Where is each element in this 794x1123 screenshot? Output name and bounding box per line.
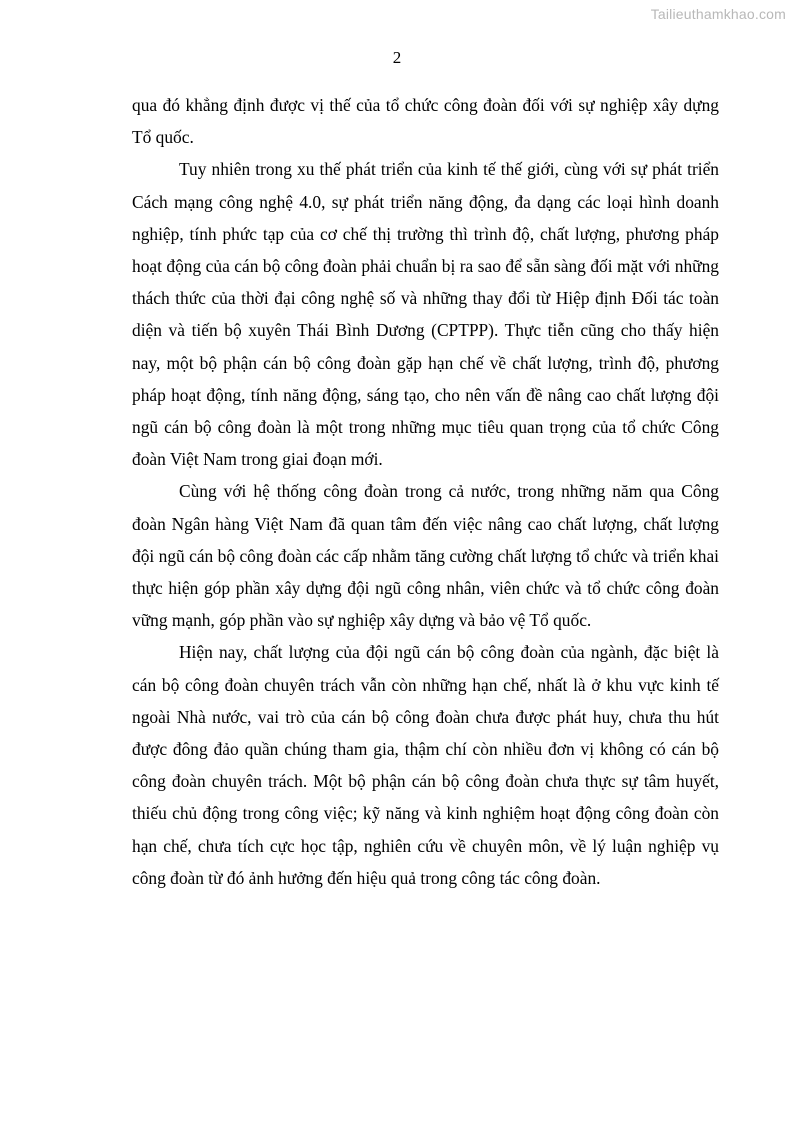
paragraph-4: Hiện nay, chất lượng của đội ngũ cán bộ công đoàn của ngành, đặc biệt là cán bộ công đoàn chuyên trách vẫn còn những hạn chế, nhất là ở khu vực kinh tế ngoài Nhà nước, vai trò của cán bộ công đoàn chưa được phát huy, chưa thu hút được đông đảo quần chúng tham gia, thậm chí còn nhiều đơn vị không có cán bộ công đoàn chuyên trách. Một bộ phận cán bộ công đoàn chưa thực sự tâm huyết, thiếu chủ động trong công việc; kỹ năng và kinh nghiệm hoạt động công đoàn còn hạn chế, chưa tích cực học tập, nghiên cứu về chuyên môn, về lý luận nghiệp vụ công đoàn từ đó ảnh hưởng đến hiệu quả trong công tác công đoàn. — [132, 642, 719, 888]
paragraph-2: Tuy nhiên trong xu thế phát triển của kinh tế thế giới, cùng với sự phát triển Cách mạng công nghệ 4.0, sự phát triển năng động, đa dạng các loại hình doanh nghiệp, tính phức tạp của cơ chế thị trường thì trình độ, chất lượng, phương pháp hoạt động của cán bộ công đoàn phải chuẩn bị ra sao để sẵn sàng đối mặt với những thách thức của thời đại công nghệ số và những thay đổi từ Hiệp định Đối tác toàn diện và tiến bộ xuyên Thái Bình Dương (CPTPP). Thực tiễn cũng cho thấy hiện nay, một bộ phận cán bộ công đoàn gặp hạn chế về chất lượng, trình độ, phương pháp hoạt động, tính năng động, sáng tạo, cho nên vấn đề nâng cao chất lượng đội ngũ cán bộ công đoàn là một trong những mục tiêu quan trọng của tổ chức Công đoàn Việt Nam trong giai đoạn mới. — [132, 159, 719, 470]
document-body — [132, 89, 719, 894]
paragraph-1: qua đó khẳng định được vị thế của tổ chức công đoàn đối với sự nghiệp xây dựng Tổ quốc. — [132, 95, 719, 148]
page-number: 2 — [392, 48, 402, 67]
paragraph-3: Cùng với hệ thống công đoàn trong cả nước, trong những năm qua Công đoàn Ngân hàng Việt Nam đã quan tâm đến việc nâng cao chất lượng, chất lượng đội ngũ cán bộ công đoàn các cấp nhằm tăng cường chất lượng tổ chức và triển khai thực hiện góp phần xây dựng đội ngũ công nhân, viên chức và tổ chức công đoàn vững mạnh, góp phần vào sự nghiệp xây dựng và bảo vệ Tổ quốc. — [132, 481, 719, 631]
watermark: Tailieuthamkhao.com — [650, 6, 786, 22]
